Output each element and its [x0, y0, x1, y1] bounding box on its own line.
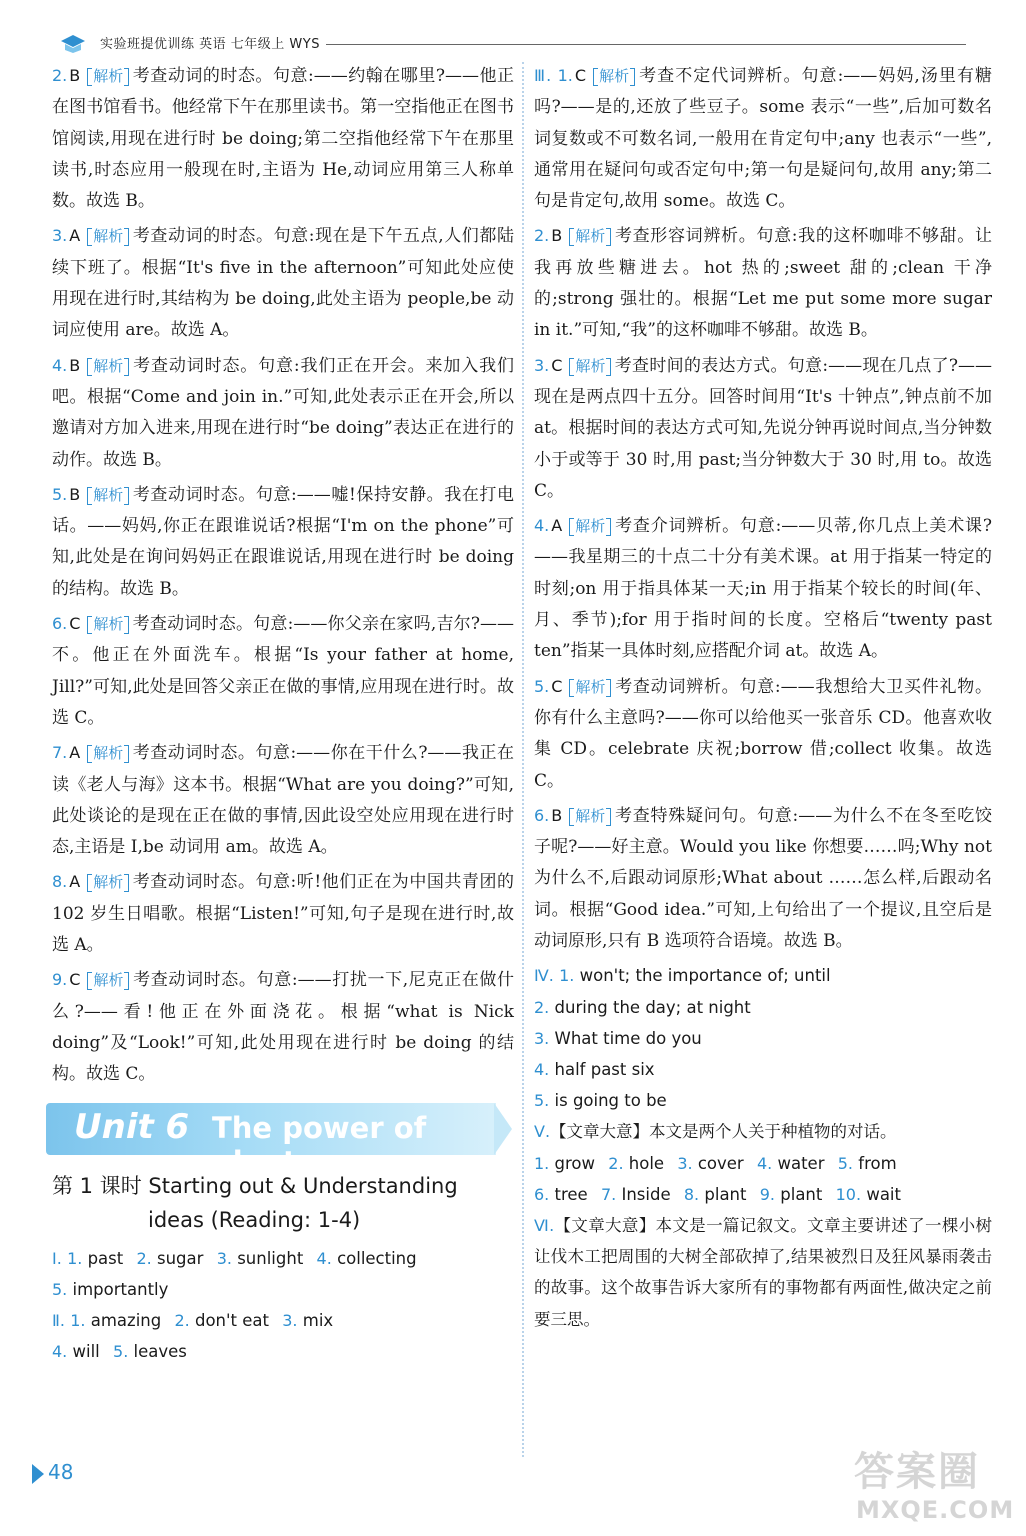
unit-title: The power of plants	[212, 1110, 427, 1179]
question-number: 3.	[534, 355, 550, 375]
answer-letter: A	[69, 743, 81, 763]
item-num: 7.	[600, 1184, 617, 1204]
analysis-tag: 解析	[572, 227, 608, 245]
answer-letter: A	[69, 872, 81, 892]
answer-letter: B	[69, 355, 81, 375]
item-num: 4.	[52, 1342, 68, 1362]
header-title: 实验班提优训练 英语 七年级上 WYS	[100, 37, 320, 52]
answer-letter: C	[69, 614, 81, 634]
answer-entry	[534, 60, 992, 217]
book-logo-icon	[60, 34, 86, 54]
section-four	[534, 960, 992, 1116]
analysis-tag: 解析	[90, 486, 126, 504]
explanation-text: 考查动词时态。句意:——你父亲在家吗,吉尔?——不。他正在外面洗车。根据“Is your father at home, Jill?”可知,此处是回答父亲正在做的事情,应用现在进行时。故选 C。	[52, 614, 514, 728]
item-num: 3.	[677, 1153, 693, 1173]
section-one-label: Ⅰ.	[52, 1248, 62, 1268]
explanation-text: 考查动词时态。句意:我们正在开会。来加入我们吧。根据“Come and join in.”可知,此处表示正在开会,所以邀请对方加入进来,用现在进行时“be doing”表达正在进行的动作。故选 B。	[52, 355, 514, 470]
answer-entry	[534, 800, 992, 957]
section-five-label: Ⅴ.	[534, 1122, 551, 1142]
item-num: 4.	[534, 1059, 550, 1079]
section-five	[534, 1116, 992, 1210]
item-num: 5.	[113, 1342, 129, 1362]
analysis-tag: 解析	[90, 873, 126, 891]
item-num: 3.	[534, 1028, 550, 1048]
answer-letter: B	[69, 66, 81, 85]
analysis-tag: 解析	[90, 227, 126, 245]
item-text: importantly	[72, 1279, 169, 1299]
analysis-tag: 解析	[572, 807, 608, 825]
explanation-text: 考查动词的时态。句意:现在是下午五点,人们都陆续下班了。根据“It's five in the afternoon”可知此处应使用现在进行时,其结构为 be doing,此处主语为 people,be 动词应使用 are。故选 A。	[52, 226, 514, 341]
item-text: wait	[866, 1184, 901, 1204]
section-three-label: Ⅲ.	[534, 66, 552, 85]
item-text: is going to be	[554, 1091, 667, 1111]
answer-entry	[534, 350, 992, 507]
item-text: half past six	[554, 1059, 655, 1079]
section-five-heading: 【文章大意】本文是两个人关于种植物的对话。	[550, 1122, 897, 1142]
analysis-tag: 解析	[90, 67, 126, 85]
item-text: grow	[554, 1153, 596, 1173]
item-num: 4.	[316, 1248, 332, 1268]
item-text: sugar	[157, 1248, 204, 1268]
question-number: 6.	[52, 614, 68, 634]
item-num: 9.	[759, 1184, 776, 1204]
item-text: past	[87, 1248, 124, 1268]
explanation-text: 考查动词时态。句意:——嘘!保持安静。我在打电话。——妈妈,你正在跟谁说话?根据“I'm on the phone”可知,此处是在询问妈妈正在跟谁说话,用现在进行时 be doing 的结构。故选 B。	[52, 484, 514, 599]
item-text: will	[72, 1342, 100, 1362]
item-num: 8.	[683, 1184, 700, 1204]
watermark-logo: 答案圈	[854, 1449, 980, 1495]
answer-letter: B	[551, 805, 563, 825]
column-divider	[522, 62, 524, 1457]
page-header	[40, 26, 990, 56]
answer-letter: B	[69, 484, 81, 504]
explanation-text: 考查动词时态。句意:听!他们正在为中国共青团的 102 岁生日唱歌。根据“Listen!”可知,句子是现在进行时,故选 A。	[52, 872, 514, 956]
question-number: 2.	[52, 66, 68, 85]
item-text: plant	[704, 1184, 747, 1204]
item-num: 2.	[608, 1153, 624, 1173]
answer-entry	[534, 510, 992, 667]
item-num: 10.	[835, 1184, 862, 1204]
question-number: 2.	[534, 226, 550, 246]
analysis-tag: 解析	[90, 615, 126, 633]
analysis-tag: 解析	[572, 517, 608, 535]
item-num: 2.	[174, 1310, 190, 1330]
analysis-tag: 解析	[90, 744, 126, 762]
item-text: cover	[697, 1153, 744, 1173]
explanation-text: 考查动词时态。句意:——你在干什么?——我正在读《老人与海》这本书。根据“What are you doing?”可知,此处谈论的是现在正在做的事情,因此设空处应用现在进行时态,主语是 I,be 动词用 am。故选 A。	[52, 743, 514, 858]
answer-letter: A	[69, 226, 81, 246]
answer-entry	[52, 964, 514, 1090]
page-number: 48	[48, 1460, 74, 1484]
item-num: 1.	[534, 1153, 550, 1173]
page-number-badge	[32, 1458, 92, 1488]
item-num: 4.	[756, 1153, 773, 1173]
section-three	[534, 60, 992, 957]
question-number: 7.	[52, 743, 68, 763]
page-arrow-icon	[32, 1464, 44, 1484]
section-two	[52, 1305, 514, 1367]
item-num: 5.	[837, 1153, 854, 1173]
item-text: won't; the importance of; until	[579, 966, 831, 986]
item-num: 3.	[216, 1248, 232, 1268]
item-text: hole	[628, 1153, 665, 1173]
answer-entry	[52, 866, 514, 961]
answer-letter: B	[551, 226, 563, 246]
explanation-text: 考查时间的表达方式。句意:——现在几点了?——现在是两点四十五分。回答时间用“It's 十钟点”,钟点前不加 at。根据时间的表达方式可知,先说分钟再说时间点,当分钟数小于或等于 30 时,用 past;当分钟数大于 30 时,用 to。故选 C。	[534, 355, 992, 501]
answer-entry	[534, 220, 992, 346]
lesson-title-line1: 第 1 课时 Starting out & Understanding	[52, 1173, 458, 1198]
analysis-tag: 解析	[90, 357, 126, 375]
answer-letter: C	[574, 66, 587, 85]
item-num: 5.	[52, 1279, 68, 1299]
section-six	[534, 1210, 992, 1335]
left-column	[52, 60, 514, 1367]
item-num: 2.	[136, 1248, 152, 1268]
section-two-label: Ⅱ.	[52, 1310, 65, 1330]
left-answer-list	[52, 60, 514, 1091]
unit-banner	[46, 1101, 514, 1179]
explanation-text: 考查动词辨析。句意:——我想给大卫买件礼物。你有什么主意吗?——你可以给他买一张音乐 CD。他喜欢收集 CD。celebrate 庆祝;borrow 借;collect 收集。故选 C。	[534, 676, 992, 791]
item-text: water	[777, 1153, 825, 1173]
answer-letter: C	[69, 970, 81, 990]
item-text: don't eat	[194, 1310, 269, 1330]
analysis-tag: 解析	[572, 357, 608, 375]
explanation-text: 考查特殊疑问句。句意:——为什么不在冬至吃饺子呢?——好主意。Would you like 你想要……吗;Why not 为什么不,后跟动词原形;What about ……怎么样,后跟动名词。根据“Good idea.”可知,上句给出了一个提议,且空后是动词原形,只有 B 选项符合语境。故选 B。	[534, 805, 992, 952]
item-num: 5.	[534, 1091, 550, 1111]
answer-entry	[52, 479, 514, 605]
item-text: during the day; at night	[554, 997, 751, 1017]
item-text: mix	[302, 1310, 334, 1330]
question-number: 4.	[52, 355, 68, 375]
watermark	[850, 1440, 1015, 1530]
answer-entry	[52, 60, 514, 217]
section-six-text: 【文章大意】本文是一篇记叙文。文章主要讲述了一棵小树让伐木工把周围的大树全部砍掉了,结果被烈日及狂风暴雨袭击的故事。这个故事告诉大家所有的事物都有两面性,做决定之前要三思。	[534, 1215, 993, 1329]
watermark-url: MXQE.COM	[856, 1496, 1015, 1524]
answer-entry	[52, 608, 514, 734]
item-num: 6.	[534, 1184, 550, 1204]
question-number: 4.	[534, 516, 550, 536]
item-text: What time do you	[554, 1028, 702, 1048]
explanation-text: 考查介词辨析。句意:——贝蒂,你几点上美术课?——我星期三的十点二十分有美术课。at 用于指某一特定的时刻;on 用于指具体某一天;in 用于指某个较长的时间(年、月、季节);for 用于指时间的长度。空格后“twenty past ten”指某一具体时刻,应搭配介词 at。故选 A。	[534, 516, 992, 662]
item-num: 1.	[67, 1248, 83, 1268]
item-text: sunlight	[237, 1248, 304, 1268]
answer-entry	[534, 671, 992, 797]
item-num: 1.	[559, 966, 575, 986]
question-number: 5.	[52, 484, 68, 504]
question-number: 3.	[52, 226, 68, 246]
explanation-text: 考查动词的时态。句意:——约翰在哪里?——他正在图书馆看书。他经常下午在那里读书。第一空指他正在图书馆阅读,用现在进行时 be doing;第二空指他经常下午在那里读书,时态应用一般现在时,主语为 He,动词应用第三人称单数。故选 B。	[52, 66, 514, 212]
section-four-label: Ⅳ.	[534, 966, 554, 986]
section-six-label: Ⅵ.	[534, 1215, 555, 1235]
answer-letter: A	[551, 516, 563, 536]
answer-entry	[52, 220, 514, 346]
question-number: 5.	[534, 676, 550, 696]
question-number: 9.	[52, 970, 68, 990]
answer-letter: C	[551, 355, 563, 375]
item-text: plant	[780, 1184, 823, 1204]
question-number: 6.	[534, 805, 550, 825]
analysis-tag: 解析	[572, 678, 608, 696]
header-rule	[326, 44, 966, 45]
lesson-title-line2: ideas (Reading: 1-4)	[148, 1207, 361, 1232]
item-num: 1.	[70, 1310, 86, 1330]
answer-entry	[52, 350, 514, 476]
answer-letter: C	[551, 676, 563, 696]
explanation-text: 考查动词时态。句意:——打扰一下,尼克正在做什么?——看!他正在外面浇花。根据“what is Nick doing”及“Look!”可知,此处用现在进行时 be doing 的结构。故选 C。	[52, 970, 514, 1085]
item-text: amazing	[90, 1310, 162, 1330]
section-one	[52, 1243, 514, 1305]
analysis-tag: 解析	[596, 67, 632, 85]
item-num: 2.	[534, 997, 550, 1017]
unit-label: Unit 6	[74, 1106, 190, 1147]
item-text: leaves	[133, 1342, 187, 1362]
item-text: collecting	[337, 1248, 417, 1268]
lesson-heading	[52, 1169, 514, 1237]
item-num: 3.	[282, 1310, 298, 1330]
explanation-text: 考查形容词辨析。句意:我的这杯咖啡不够甜。让我再放些糖进去。hot 热的;sweet 甜的;clean 干净的;strong 强壮的。根据“Let me put some more sugar in it.”可知,“我”的这杯咖啡不够甜。故选 B。	[534, 226, 992, 341]
answer-entry	[52, 737, 514, 863]
item-text: from	[858, 1153, 897, 1173]
question-number: 8.	[52, 872, 68, 892]
right-column	[534, 60, 992, 1338]
explanation-text: 考查不定代词辨析。句意:——妈妈,汤里有糖吗?——是的,还放了些豆子。some 表示“一些”,后加可数名词复数或不可数名词,一般用在肯定句中;any 也表示“一些”,通常用在疑问句或否定句中;第一句是疑问句,故用 any;第二句是肯定句,故用 some。故选 C。	[534, 66, 993, 212]
analysis-tag: 解析	[90, 971, 126, 989]
item-text: Inside	[621, 1184, 671, 1204]
question-number: 1.	[557, 66, 573, 85]
item-text: tree	[554, 1184, 588, 1204]
